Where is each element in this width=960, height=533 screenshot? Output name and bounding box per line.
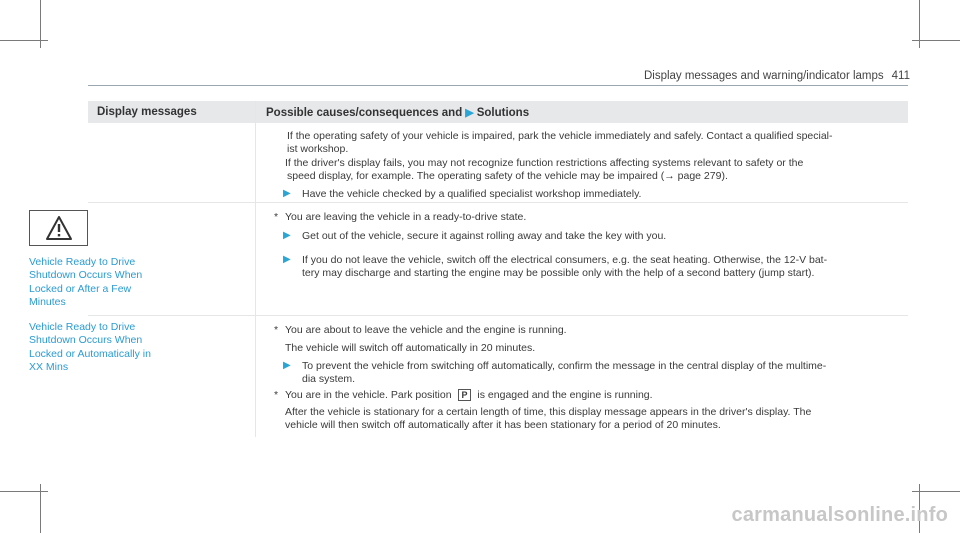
- message-line: Vehicle Ready to Drive: [29, 256, 136, 268]
- header-title: Display messages and warning/indicator lamps: [643, 70, 884, 82]
- col-header-causes: [266, 106, 529, 119]
- text-line: ist workshop.: [287, 143, 349, 156]
- row3-condition-1: You are about to leave the vehicle and the engine is running.: [285, 324, 567, 336]
- asterisk-marker: *: [274, 324, 279, 336]
- text-line: dia system.: [302, 373, 356, 386]
- text-line: vehicle will then switch off automatically after it has been stationary for a period of 20 minutes.: [285, 419, 721, 432]
- solutions-arrow-icon: ▶: [465, 107, 474, 119]
- text-line: If you do not leave the vehicle, switch off the electrical consumers, e.g. the seat heating. Otherwise, the 12-V bat-: [302, 254, 828, 266]
- message-line: Vehicle Ready to Drive: [29, 321, 136, 333]
- asterisk-marker: *: [274, 389, 279, 401]
- text-fragment: is engaged and the engine is running.: [477, 389, 653, 401]
- display-message-shutdown-when-locked: [29, 256, 169, 310]
- text-line: If the operating safety of your vehicle is impaired, park the vehicle immediately and safely. Contact a qualified special-: [287, 130, 833, 142]
- text-line: speed display, for example. The operating safety of the vehicle may be impaired (→ page 279).: [287, 170, 728, 183]
- triangle-bullet-icon: ▶: [283, 254, 291, 265]
- message-line: XX Mins: [29, 361, 69, 374]
- row3-condition-1-result: The vehicle will switch off automatically in 20 minutes.: [285, 342, 536, 354]
- row-divider: [88, 315, 908, 316]
- warning-triangle-icon: [45, 215, 73, 241]
- triangle-bullet-icon: ▶: [283, 360, 291, 371]
- row2-bullet-1: Get out of the vehicle, secure it against rolling away and take the key with you.: [302, 230, 667, 242]
- text-line: To prevent the vehicle from switching off automatically, confirm the message in the central display of the multime-: [302, 360, 827, 372]
- text-line: After the vehicle is stationary for a certain length of time, this display message appears in the driver's display. The: [285, 406, 812, 418]
- row2-bullet-2: [302, 254, 902, 281]
- column-divider: [255, 101, 256, 437]
- running-header: [644, 70, 910, 82]
- text-line: If the driver's display fails, you may not recognize function restrictions affecting systems relevant to safety or the: [285, 156, 804, 169]
- text-line: tery may discharge and starting the engine may be possible only with the help of a second battery (jump start).: [302, 267, 815, 280]
- message-line: Shutdown Occurs When: [29, 334, 143, 347]
- asterisk-marker: *: [274, 211, 279, 223]
- row3-condition-2-result: [285, 406, 895, 433]
- crop-mark: [0, 40, 48, 41]
- watermark-logo: carmanualsonline.info: [731, 504, 948, 526]
- row1-bullet-1: Have the vehicle checked by a qualified specialist workshop immediately.: [302, 188, 642, 200]
- triangle-bullet-icon: ▶: [283, 230, 291, 241]
- crop-mark: [0, 491, 48, 492]
- row3-condition-2: [285, 389, 653, 402]
- crop-mark: [912, 40, 960, 41]
- message-line: Locked or Automatically in: [29, 347, 151, 360]
- text-fragment: You are in the vehicle. Park position: [285, 389, 452, 401]
- row3-bullet-1: [302, 360, 902, 387]
- message-line: Minutes: [29, 296, 66, 309]
- warning-symbol-box: [29, 210, 88, 246]
- display-message-shutdown-automatically: [29, 321, 169, 375]
- row-divider: [88, 202, 908, 203]
- table-header: [88, 101, 908, 123]
- message-line: Shutdown Occurs When: [29, 269, 143, 282]
- crop-mark: [912, 491, 960, 492]
- message-line: Locked or After a Few: [29, 282, 132, 295]
- col-header-solutions-text: Solutions: [476, 107, 530, 119]
- col-header-display-messages: Display messages: [97, 106, 197, 118]
- row2-condition: You are leaving the vehicle in a ready-to-drive state.: [285, 211, 527, 223]
- page-number: 411: [891, 70, 910, 82]
- row1-paragraph-1: [287, 130, 907, 184]
- park-position-symbol: P: [458, 389, 470, 401]
- triangle-bullet-icon: ▶: [283, 188, 291, 199]
- col-header-causes-text: Possible causes/consequences and: [266, 107, 463, 119]
- header-rule: [88, 85, 908, 86]
